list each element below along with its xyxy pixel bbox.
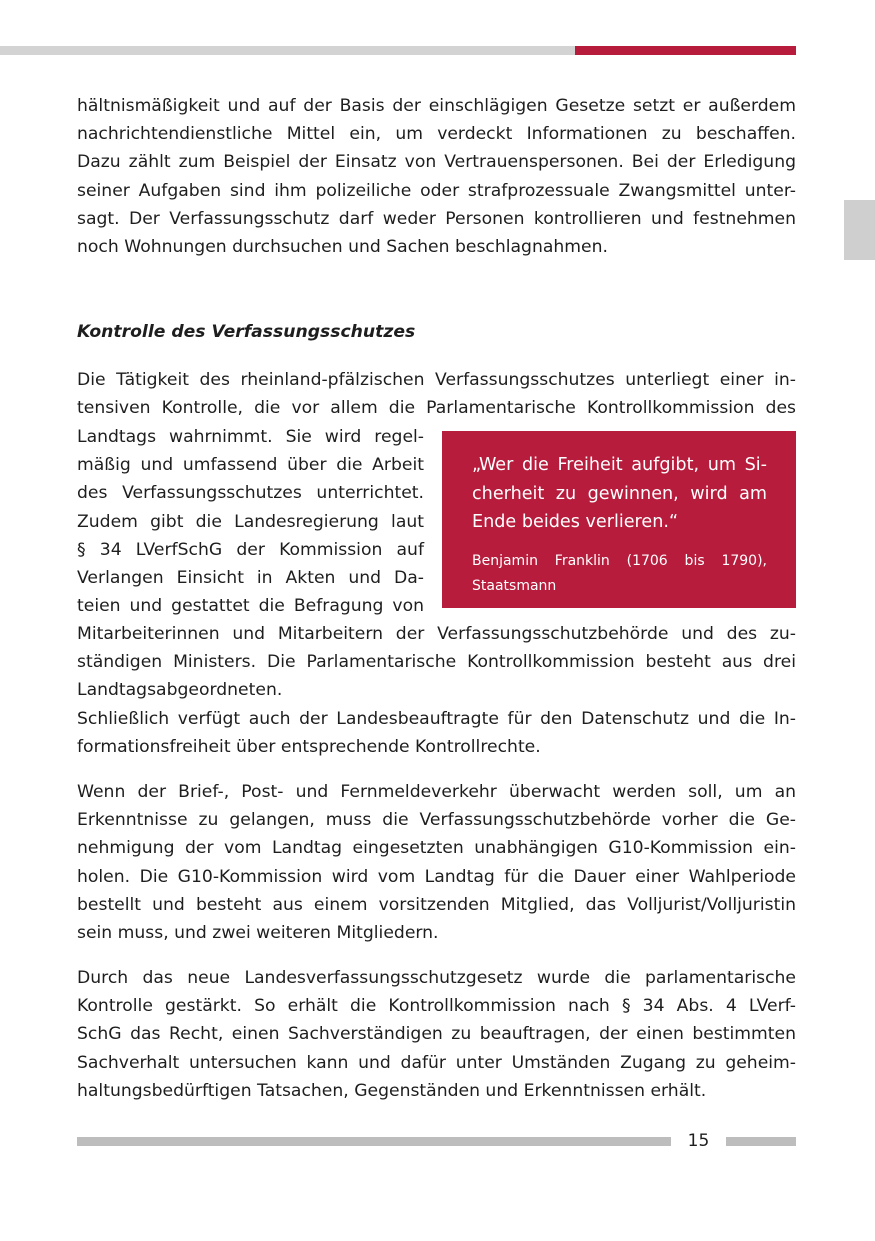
text-line: Erkenntnisse zu gelangen, muss die Verfassungsschutzbehörde vorher die Ge- bbox=[77, 810, 796, 831]
text-line: teien und gestattet die Befragung von bbox=[77, 596, 424, 617]
text-line: hältnismäßigkeit und auf der Basis der einschlägigen Gesetze setzt er außerdem bbox=[77, 96, 796, 116]
text-line: Landtagsabgeordneten. bbox=[77, 680, 283, 701]
text-line: Verlangen Einsicht in Akten und Da- bbox=[77, 568, 424, 589]
text-line: sein muss, und zwei weiteren Mitgliedern. bbox=[77, 923, 439, 944]
text-line: nachrichtendienstliche Mittel ein, um verdeckt Informationen zu beschaffen. bbox=[77, 124, 796, 145]
footer-rule-right bbox=[726, 1137, 796, 1146]
text-line: Die Tätigkeit des rheinland-pfälzischen Verfassungsschutzes unterliegt einer in- bbox=[77, 370, 796, 390]
quote-line: cherheit zu gewinnen, wird am bbox=[472, 483, 767, 504]
text-line: Durch das neue Landesverfassungsschutzgesetz wurde die parlamentarische bbox=[77, 968, 796, 988]
text-line: Dazu zählt zum Beispiel der Einsatz von Vertrauenspersonen. Bei der Erledigung bbox=[77, 152, 796, 173]
text-line: haltungsbedürftigen Tatsachen, Gegenständen und Erkenntnissen erhält. bbox=[77, 1080, 707, 1101]
text-line: § 34 LVerfSchG der Kommission auf bbox=[77, 539, 424, 560]
quote-line: „Wer die Freiheit aufgibt, um Si- bbox=[472, 455, 767, 475]
text-line: ständigen Ministers. Die Parlamentarische Kontrollkommission besteht aus drei bbox=[77, 652, 796, 673]
paragraph-g10 bbox=[77, 778, 796, 947]
text-line: Schließlich verfügt auch der Landesbeauftragte für den Datenschutz und die In- bbox=[77, 708, 796, 729]
text-line: formationsfreiheit über entsprechende Kontrollrechte. bbox=[77, 736, 541, 757]
paragraph-intro bbox=[77, 92, 796, 261]
text-line: Zudem gibt die Landesregierung laut bbox=[77, 511, 424, 532]
text-line: nehmigung der vom Landtag eingesetzten unabhängigen G10-Kommission ein- bbox=[77, 838, 796, 859]
text-line: sagt. Der Verfassungsschutz darf weder Personen kontrollieren und festnehmen bbox=[77, 208, 796, 229]
text-line: SchG das Recht, einen Sachverständigen zu beauftragen, der einen bestimmten bbox=[77, 1024, 796, 1045]
quote-line: Ende beides verlieren.“ bbox=[472, 512, 679, 532]
quote-box bbox=[442, 431, 796, 608]
text-line: Sachverhalt untersuchen kann und dafür unter Umständen Zugang zu geheim- bbox=[77, 1052, 796, 1073]
paragraph-law bbox=[77, 964, 796, 1105]
header-rule-accent bbox=[575, 46, 796, 55]
quote-source-line: Benjamin Franklin (1706 bis 1790), bbox=[472, 552, 767, 569]
paragraph-control-continued bbox=[77, 620, 796, 761]
text-line: Landtags wahrnimmt. Sie wird regel- bbox=[77, 427, 424, 447]
footer-rule-left bbox=[77, 1137, 671, 1146]
quote-source-line: Staatsmann bbox=[472, 577, 557, 594]
text-line: holen. Die G10-Kommission wird vom Landtag für die Dauer einer Wahlperiode bbox=[77, 866, 796, 887]
text-line: seiner Aufgaben sind ihm polizeiliche oder strafprozessuale Zwangsmittel unter- bbox=[77, 180, 796, 201]
paragraph-control-narrow bbox=[77, 423, 424, 620]
text-line: bestellt und besteht aus einem vorsitzenden Mitglied, das Volljurist/Volljuristin bbox=[77, 894, 796, 915]
text-line: Mitarbeiterinnen und Mitarbeitern der Verfassungsschutzbehörde und des zu- bbox=[77, 624, 796, 644]
section-heading: Kontrolle des Verfassungsschutzes bbox=[77, 322, 416, 342]
quote-source bbox=[472, 549, 767, 599]
page-number: 15 bbox=[687, 1131, 710, 1151]
side-tab-marker bbox=[844, 200, 875, 260]
quote-text bbox=[472, 451, 767, 537]
text-line: tensiven Kontrolle, die vor allem die Parlamentarische Kontrollkommission des bbox=[77, 398, 796, 419]
text-line: Wenn der Brief-, Post- und Fernmeldeverkehr überwacht werden soll, um an bbox=[77, 782, 796, 802]
text-line: mäßig und umfassend über die Arbeit bbox=[77, 455, 424, 476]
header-rule-grey bbox=[0, 46, 575, 55]
text-line: noch Wohnungen durchsuchen und Sachen beschlagnahmen. bbox=[77, 237, 608, 258]
text-line: des Verfassungsschutzes unterrichtet. bbox=[77, 483, 424, 504]
text-line: Kontrolle gestärkt. So erhält die Kontrollkommission nach § 34 Abs. 4 LVerf- bbox=[77, 996, 796, 1017]
paragraph-control bbox=[77, 366, 796, 422]
